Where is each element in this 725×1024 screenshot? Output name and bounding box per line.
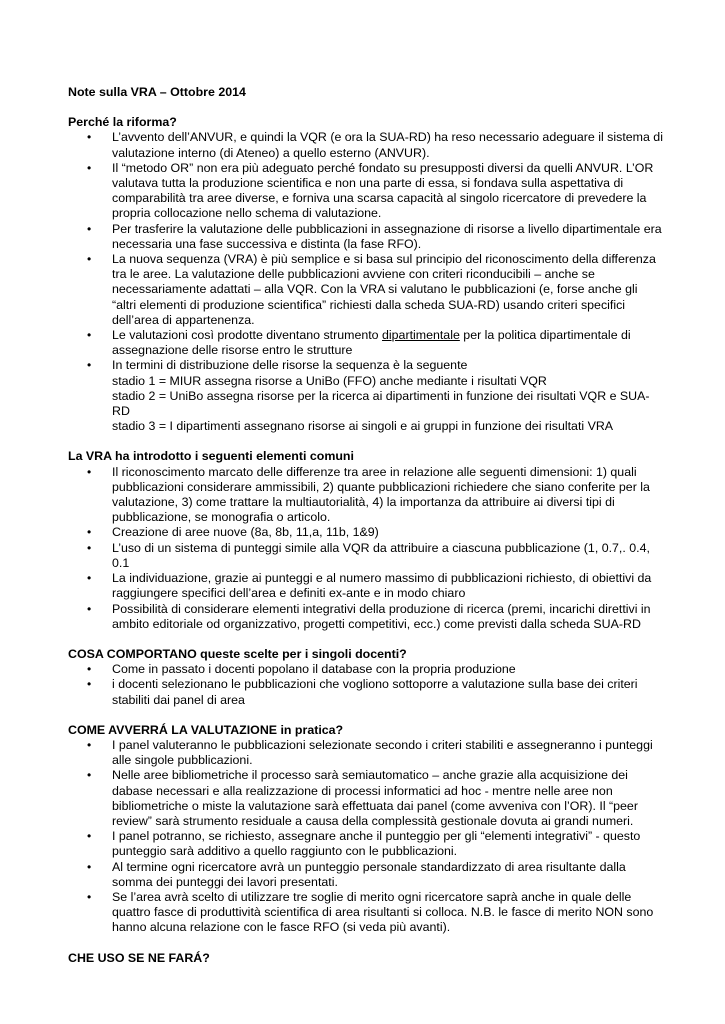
list-item-text: Le valutazioni così prodotte diventano strumento: [112, 328, 383, 343]
list-item: [68, 252, 665, 328]
list-item-text: Per trasferire la valutazione delle pubblicazioni in assegnazione di risorse a livello dipartimentale era necessaria una fase successiva e distinta (la fase RFO).: [112, 221, 662, 251]
bullet-icon: •: [87, 768, 92, 783]
list-item-text: Al termine ogni ricercatore avrà un punteggio personale standardizzato di area risultante dalla somma dei punteggi dei lavori presentati.: [112, 859, 626, 889]
bullet-icon: •: [87, 252, 92, 267]
bullet-icon: •: [87, 540, 92, 555]
stage-1-text: stadio 1 = MIUR assegna risorse a UniBo (FFO) anche mediante i risultati VQR: [112, 373, 547, 388]
bullet-icon: •: [87, 601, 92, 616]
list-item: [68, 571, 665, 601]
list-item: [68, 130, 665, 160]
section-che-uso: [68, 951, 665, 966]
bullet-icon: •: [87, 358, 92, 373]
section-come-avverra: [68, 723, 665, 936]
document-title: Note sulla VRA – Ottobre 2014: [68, 85, 246, 99]
section-perche-riforma: [68, 115, 665, 434]
list-item: [68, 222, 665, 252]
list-item: [68, 541, 665, 571]
list-item: [68, 860, 665, 890]
list-item-text: Creazione di aree nuove (8a, 8b, 11,a, 11b, 1&9): [112, 525, 379, 540]
bullet-list: [68, 465, 665, 632]
list-item: [68, 662, 665, 677]
list-item: [68, 465, 665, 526]
list-item-text: In termini di distribuzione delle risorse la sequenza è la seguente: [112, 358, 468, 373]
list-item: [68, 829, 665, 859]
list-item: [68, 602, 665, 632]
list-item-text: La individuazione, grazie ai punteggi e al numero massimo di pubblicazioni richiesto, di obiettivi da raggiungere specifici dell’area e definiti ex-ante e in modo chiaro: [112, 571, 652, 601]
list-item: [68, 328, 665, 358]
section-title: La VRA ha introdotto i seguenti elementi comuni: [68, 449, 354, 464]
bullet-icon: •: [87, 677, 92, 692]
bullet-icon: •: [87, 130, 92, 145]
bullet-icon: •: [87, 662, 92, 677]
bullet-icon: •: [87, 160, 92, 175]
list-item-text: Come in passato i docenti popolano il database con la propria produzione: [112, 662, 516, 677]
stage-2-text: stadio 2 = UniBo assegna risorse per la ricerca ai dipartimenti in funzione dei risultati VQR e SUA-RD: [112, 388, 650, 419]
list-item: [68, 738, 665, 768]
bullet-list: [68, 130, 665, 434]
section-title: COSA COMPORTANO queste scelte per i singoli docenti?: [68, 646, 407, 661]
section-title: COME AVVERRÁ LA VALUTAZIONE in pratica?: [68, 722, 344, 737]
bullet-icon: •: [87, 737, 92, 752]
bullet-list: [68, 738, 665, 936]
list-item: [68, 768, 665, 829]
bullet-icon: •: [87, 221, 92, 236]
list-item: [68, 525, 665, 540]
bullet-icon: •: [87, 889, 92, 904]
list-item-text: Nelle aree bibliometriche il processo sarà semiautomatico – anche grazie alla acquisizione dei dabase necessari e alla realizzazione di processi informatici ad hoc - mentre nelle aree non bibliometriche o miste la valutazione sarà effettuata dai panel (come avveniva con l’OR). Il “peer review” sarà strumento residuale a causa della complessità gestionale dovuta ai grandi numeri.: [112, 768, 638, 828]
list-item-text: per la politica dipartimentale di assegnazione delle risorse entro le strutture: [112, 328, 631, 358]
section-title: CHE USO SE NE FARÁ?: [68, 950, 210, 965]
list-item-text: Possibilità di considerare elementi integrativi della produzione di ricerca (premi, incarichi direttivi in ambito editoriale od organizzativo, progetti competitivi, ecc.) come previsti dalla scheda SUA-RD: [112, 601, 651, 631]
list-item-text: Il riconoscimento marcato delle differenze tra aree in relazione alle seguenti dimensioni: 1) quali pubblicazioni considerare ammissibili, 2) quante pubblicazioni richiedere che siano conferite per la valutazione, 3) come trattare la multiautorialità, 4) la importanza da attribuire ai diversi tipi di pubblicazione, se monografia o articolo.: [112, 464, 650, 525]
bullet-icon: •: [87, 571, 92, 586]
list-item-text: La nuova sequenza (VRA) è più semplice e si basa sul principio del riconoscimento della differenza tra le aree. La valutazione delle pubblicazioni avviene con criteri riconducibili – anche se necessariamente adattati – alla VQR. Con la VRA si valutano le pubblicazioni (e, forse anche gli “altri elementi di produzione scientifica” richiesti dalla scheda SUA-RD) usando criteri specifici dell’area di appartenenza.: [112, 252, 656, 327]
bullet-icon: •: [87, 859, 92, 874]
bullet-icon: •: [87, 829, 92, 844]
list-item-text: Se l’area avrà scelto di utilizzare tre soglie di merito ogni ricercatore saprà anche in quale delle quattro fasce di produttività scientifica di area risultanti si colloca. N.B. le fasce di merito NON sono hanno alcuna relazione con le fasce RFO (si veda più avanti).: [112, 889, 654, 935]
section-elementi-comuni: [68, 449, 665, 631]
stage-3-text: stadio 3 = I dipartimenti assegnano risorse ai singoli e ai gruppi in funzione dei risultati VRA: [112, 419, 614, 434]
list-item-text: Il “metodo OR” non era più adeguato perché fondato su presupposti diversi da quelli ANVUR. L’OR valutava tutta la produzione scientifica e non una parte di essa, si fondava sulla aspettativa di comparabilità tra aree diverse, e forniva una scarsa capacità al singolo ricercatore di prevedere la propria collocazione nello schema di valutazione.: [112, 160, 654, 221]
list-item-text: L’avvento dell’ANVUR, e quindi la VQR (e ora la SUA-RD) ha reso necessario adeguare il sistema di valutazione interno (di Ateneo) a quello esterno (ANVUR).: [112, 130, 663, 160]
underlined-word: dipartimentale: [382, 328, 460, 343]
list-item-text: i docenti selezionano le pubblicazioni che vogliono sottoporre a valutazione sulla base dei criteri stabiliti dai panel di area: [112, 677, 638, 707]
list-item: [68, 890, 665, 936]
section-title: Perché la riforma?: [68, 115, 177, 130]
section-cosa-comportano: [68, 647, 665, 708]
list-item: [68, 358, 665, 434]
list-item-text: L’uso di un sistema di punteggi simile alla VQR da attribuire a ciascuna pubblicazione (1, 0.7,. 0.4, 0.1: [112, 540, 650, 570]
bullet-icon: •: [87, 328, 92, 343]
list-item-text: I panel valuteranno le pubblicazioni selezionate secondo i criteri stabiliti e assegneranno i punteggi alle singole pubblicazioni.: [112, 737, 653, 768]
bullet-icon: •: [87, 525, 92, 540]
list-item: [68, 677, 665, 707]
list-item: [68, 161, 665, 222]
list-item-text: I panel potranno, se richiesto, assegnare anche il punteggio per gli “elementi integrativi” - questo punteggio sarà additivo a quello raggiunto con le pubblicazioni.: [112, 829, 641, 859]
bullet-list: [68, 662, 665, 708]
bullet-icon: •: [87, 464, 92, 479]
